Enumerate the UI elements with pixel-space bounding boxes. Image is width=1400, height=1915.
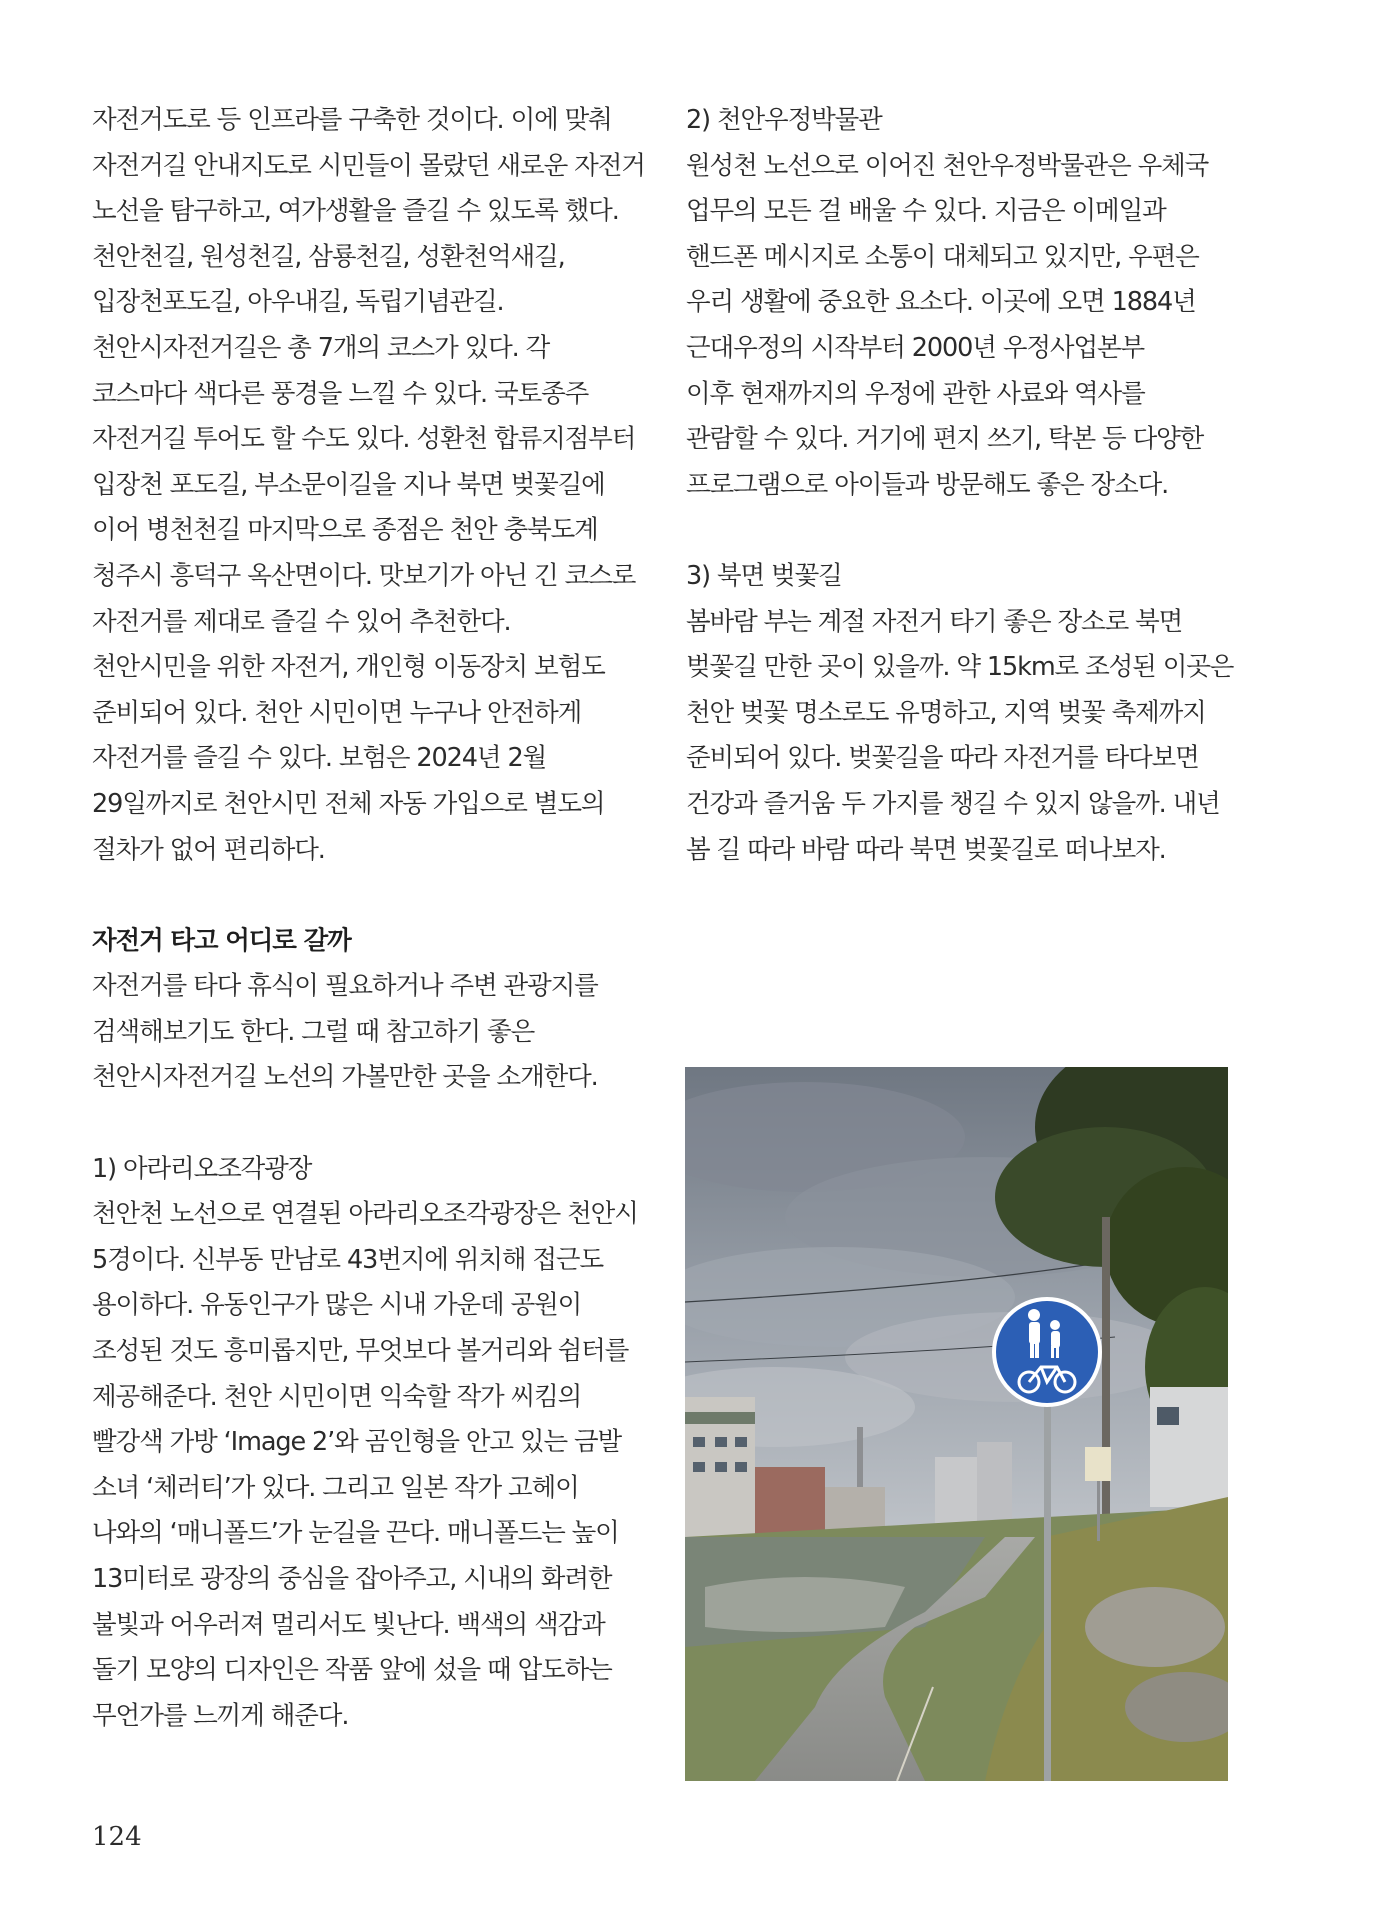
text-line: 코스마다 색다른 풍경을 느낄 수 있다. 국토종주	[92, 378, 589, 409]
bike-path-illustration	[685, 1067, 1228, 1781]
text-line: 봄바람 부는 계절 자전거 타기 좋은 장소로 북면	[686, 606, 1183, 637]
text-line: 청주시 흥덕구 옥산면이다. 맛보기가 아닌 긴 코스로	[92, 560, 636, 591]
text-line: 근대우정의 시작부터 2000년 우정사업본부	[686, 332, 1145, 363]
text-line: 13미터로 광장의 중심을 잡아주고, 시내의 화려한	[92, 1564, 612, 1594]
text-line: 무언가를 느끼게 해준다.	[92, 1700, 349, 1731]
text-line: 조성된 것도 흥미롭지만, 무엇보다 볼거리와 쉼터를	[92, 1336, 629, 1367]
spot1-paragraph	[92, 1192, 652, 1739]
text-line: 건강과 즐거움 두 가지를 챙길 수 있지 않을까. 내년	[686, 788, 1220, 819]
spot3-paragraph	[686, 600, 1246, 874]
spot2-paragraph	[686, 144, 1246, 509]
spot3-title: 3) 북면 벚꽃길	[686, 560, 842, 591]
text-line: 천안시민을 위한 자전거, 개인형 이동장치 보험도	[92, 652, 605, 683]
text-line: 빨강색 가방 ‘Image 2’와 곰인형을 안고 있는 금발	[92, 1427, 622, 1458]
text-line: 자전거길 안내지도로 시민들이 몰랐던 새로운 자전거	[92, 150, 645, 181]
text-line: 입장천포도길, 아우내길, 독립기념관길.	[92, 287, 504, 318]
text-line: 천안시자전거길은 총 7개의 코스가 있다. 각	[92, 332, 550, 363]
text-line: 업무의 모든 걸 배울 수 있다. 지금은 이메일과	[686, 196, 1166, 227]
text-line: 준비되어 있다. 천안 시민이면 누구나 안전하게	[92, 697, 582, 728]
text-line: 자전거를 즐길 수 있다. 보험은 2024년 2월	[92, 743, 547, 774]
page-number: 124	[92, 1822, 142, 1852]
text-line: 노선을 탐구하고, 여가생활을 즐길 수 있도록 했다.	[92, 196, 619, 227]
text-line: 천안천길, 원성천길, 삼룡천길, 성환천억새길,	[92, 241, 565, 272]
text-line: 불빛과 어우러져 멀리서도 빛난다. 백색의 색감과	[92, 1609, 605, 1640]
text-line: 나와의 ‘매니폴드’가 눈길을 끈다. 매니폴드는 높이	[92, 1518, 619, 1549]
text-line: 원성천 노선으로 이어진 천안우정박물관은 우체국	[686, 150, 1209, 181]
section-paragraph	[92, 964, 652, 1101]
text-line: 이어 병천천길 마지막으로 종점은 천안 충북도계	[92, 515, 598, 546]
text-line: 프로그램으로 아이들과 방문해도 좋은 장소다.	[686, 469, 1169, 500]
spot2-title: 2) 천안우정박물관	[686, 105, 882, 135]
spot1-title: 1) 아라리오조각광장	[92, 1153, 312, 1184]
text-line: 자전거길 투어도 할 수도 있다. 성환천 합류지점부터	[92, 424, 636, 455]
text-line: 자전거도로 등 인프라를 구축한 것이다. 이에 맞춰	[92, 105, 612, 135]
text-line: 우리 생활에 중요한 요소다. 이곳에 오면 1884년	[686, 287, 1196, 318]
text-line: 준비되어 있다. 벚꽃길을 따라 자전거를 타다보면	[686, 743, 1199, 774]
text-line: 관람할 수 있다. 거기에 편지 쓰기, 탁본 등 다양한	[686, 424, 1204, 455]
text-line: 봄 길 따라 바람 따라 북면 벚꽃길로 떠나보자.	[686, 834, 1166, 865]
text-line: 검색해보기도 한다. 그럴 때 참고하기 좋은	[92, 1016, 535, 1047]
text-line: 절차가 없어 편리하다.	[92, 834, 325, 865]
text-line: 천안시자전거길 노선의 가볼만한 곳을 소개한다.	[92, 1062, 598, 1093]
text-line: 자전거를 타다 휴식이 필요하거나 주변 관광지를	[92, 971, 598, 1002]
text-line: 5경이다. 신부동 만남로 43번지에 위치해 접근도	[92, 1244, 604, 1275]
paragraph-gap	[92, 1101, 652, 1147]
right-column	[686, 98, 1246, 873]
text-line: 핸드폰 메시지로 소통이 대체되고 있지만, 우편은	[686, 241, 1199, 272]
text-line: 돌기 모양의 디자인은 작품 앞에 섰을 때 압도하는	[92, 1655, 612, 1686]
text-line: 천안 벚꽃 명소로도 유명하고, 지역 벚꽃 축제까지	[686, 697, 1206, 728]
text-line: 자전거를 제대로 즐길 수 있어 추천한다.	[92, 606, 511, 637]
text-line: 용이하다. 유동인구가 많은 시내 가운데 공원이	[92, 1290, 582, 1321]
text-line: 29일까지로 천안시민 전체 자동 가입으로 별도의	[92, 788, 605, 819]
text-line: 천안천 노선으로 연결된 아라리오조각광장은 천안시	[92, 1199, 638, 1230]
text-line: 제공해준다. 천안 시민이면 익숙할 작가 씨킴의	[92, 1381, 582, 1412]
section-heading: 자전거 타고 어디로 갈까	[92, 925, 351, 956]
text-line: 벚꽃길 만한 곳이 있을까. 약 15km로 조성된 이곳은	[686, 652, 1234, 683]
paragraph-gap	[686, 508, 1246, 554]
left-column	[92, 98, 652, 1739]
paragraph-gap	[92, 873, 652, 919]
text-line: 이후 현재까지의 우정에 관한 사료와 역사를	[686, 378, 1145, 409]
bike-path-photo	[685, 1067, 1228, 1781]
text-line: 소녀 ‘체러티’가 있다. 그리고 일본 작가 고헤이	[92, 1472, 579, 1503]
text-line: 입장천 포도길, 부소문이길을 지나 북면 벚꽃길에	[92, 469, 605, 500]
intro-paragraph	[92, 98, 652, 873]
